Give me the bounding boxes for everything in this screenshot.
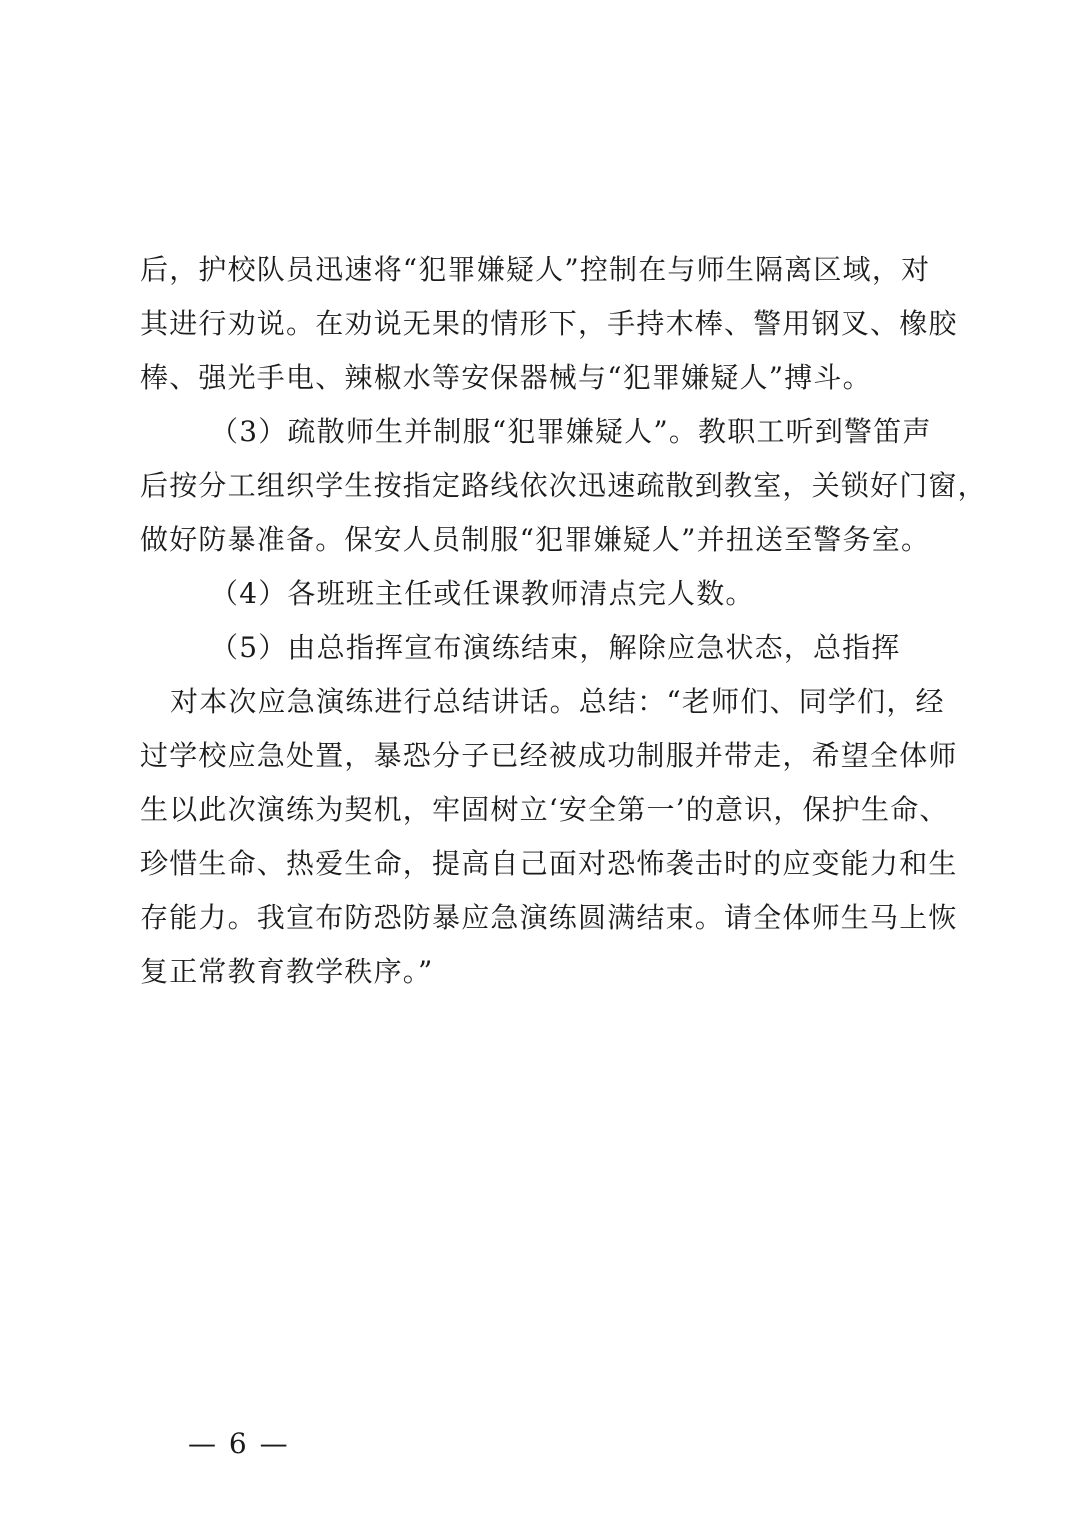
body-text-line: （5）由总指挥宣布演练结束，解除应急状态，总指挥 (210, 631, 901, 664)
body-text-line: 后，护校队员迅速将“犯罪嫌疑人”控制在与师生隔离区域，对 (140, 253, 931, 286)
body-text-line: 后按分工组织学生按指定路线依次迅速疏散到教室，关锁好门窗， (140, 469, 987, 502)
body-text-line: 生以此次演练为契机，牢固树立‘安全第一’的意识，保护生命、 (140, 793, 949, 826)
body-text-line: 存能力。我宣布防恐防暴应急演练圆满结束。请全体师生马上恢 (140, 901, 958, 934)
body-text-line: 其进行劝说。在劝说无果的情形下，手持木棒、警用钢叉、橡胶 (140, 307, 958, 340)
body-text-line: 对本次应急演练进行总结讲话。总结：“老师们、同学们，经 (170, 685, 945, 718)
body-text-line: 过学校应急处置，暴恐分子已经被成功制服并带走，希望全体师 (140, 739, 958, 772)
body-text-line: 棒、强光手电、辣椒水等安保器械与“犯罪嫌疑人”搏斗。 (140, 361, 872, 394)
page-number: — 6 — (188, 1427, 290, 1460)
body-text-line: 做好防暴准备。保安人员制服“犯罪嫌疑人”并扭送至警务室。 (140, 523, 931, 556)
body-text-line: 珍惜生命、热爱生命，提高自己面对恐怖袭击时的应变能力和生 (140, 847, 958, 880)
body-text-line: 复正常教育教学秩序。” (140, 955, 434, 988)
body-text-line: （4）各班班主任或任课教师清点完人数。 (210, 577, 755, 610)
body-text-line: （3）疏散师生并制服“犯罪嫌疑人”。教职工听到警笛声 (210, 415, 932, 448)
